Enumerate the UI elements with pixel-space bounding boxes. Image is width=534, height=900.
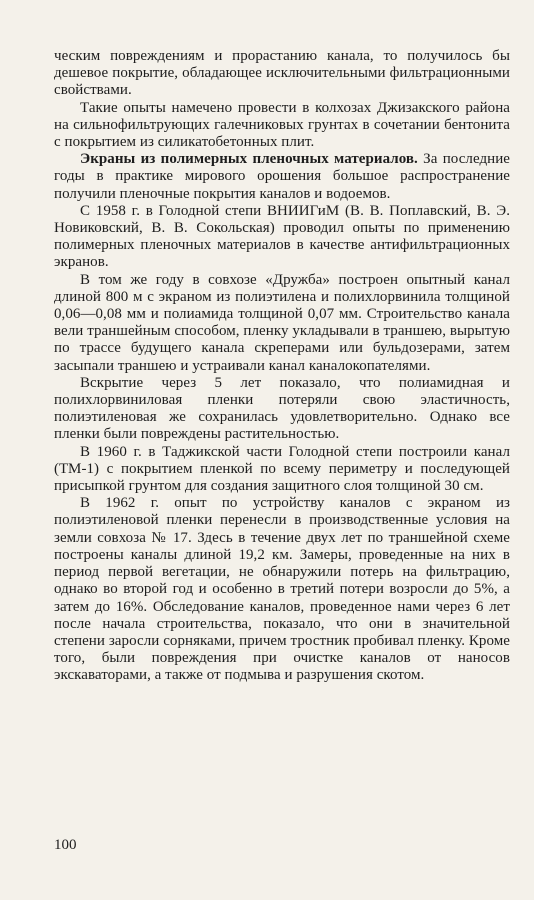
section-heading: Экраны из полимерных пленочных материалов. bbox=[80, 151, 418, 168]
page-number: 100 bbox=[54, 837, 77, 853]
paragraph-1960-canal: В 1960 г. в Таджикской части Голодной степи построили канал (ТМ-1) с покрытием пленкой по всему периметру и последующей присыпкой грунтом для создания защитного слоя толщиной 30 см. bbox=[54, 443, 510, 495]
paragraph-1958-experiments: С 1958 г. в Голодной степи ВНИИГиМ (В. В. Поплавский, В. Э. Новиковский, В. В. Сокольская) проводил опыты по применению полимерных пленочных материалов в качестве антифильтрационных экранов. bbox=[54, 202, 510, 271]
paragraph-polymer-films bbox=[54, 151, 510, 203]
paragraph-druzhba-canal: В том же году в совхозе «Дружба» построен опытный канал длиной 800 м с экраном из полиэтилена и полихлорвинила толщиной 0,06—0,08 мм и полиамида толщиной 0,07 мм. Строительство канала вели траншейным способом, пленку укладывали в траншею, вырытую по трассе будущего канала скреперами или бульдозерами, затем засыпали траншею и устраивали канал каналокопателями. bbox=[54, 271, 510, 374]
paragraph-continuation: ческим повреждениям и прорастанию канала, то получилось бы дешевое покрытие, обладающее исключительными фильтрационными свойствами. bbox=[54, 48, 510, 99]
book-page bbox=[54, 48, 510, 685]
paragraph-polymer-films-text: За последние годы в практике мирового орошения большое распространение получили пленочные покрытия каналов и водоемов. bbox=[54, 151, 511, 202]
paragraph-inspection-results: Вскрытие через 5 лет показало, что полиамидная и полихлорвиниловая пленки потеряли свою эластичность, полиэтиленовая же сохранилась удовлетворительно. Однако все пленки были повреждены растительностью. bbox=[54, 374, 510, 443]
paragraph-experiments-planned: Такие опыты намечено провести в колхозах Джизакского района на сильнофильтрующих галечниковых грунтах в сочетании бентонита с покрытием из силикатобетонных плит. bbox=[54, 99, 510, 151]
paragraph-1962-experiment: В 1962 г. опыт по устройству каналов с экраном из полиэтиленовой пленки перенесли в производственные условия на земли совхоза № 17. Здесь в течение двух лет по траншейной схеме построены каналы длиной 19,2 км. Замеры, проведенные на них в период первой вегетации, не обнаружили потерь на фильтрацию, однако во второй год и особенно в третий потери возросли до 5%, а затем до 16%. Обследование каналов, проведенное нами через 6 лет после начала строительства, показало, что они в значительной степени заросли сорняками, причем тростник пробивал пленку. Кроме того, были повреждения при очистке каналов от наносов экскаваторами, а также от подмыва и разрушения скотом. bbox=[54, 495, 510, 684]
